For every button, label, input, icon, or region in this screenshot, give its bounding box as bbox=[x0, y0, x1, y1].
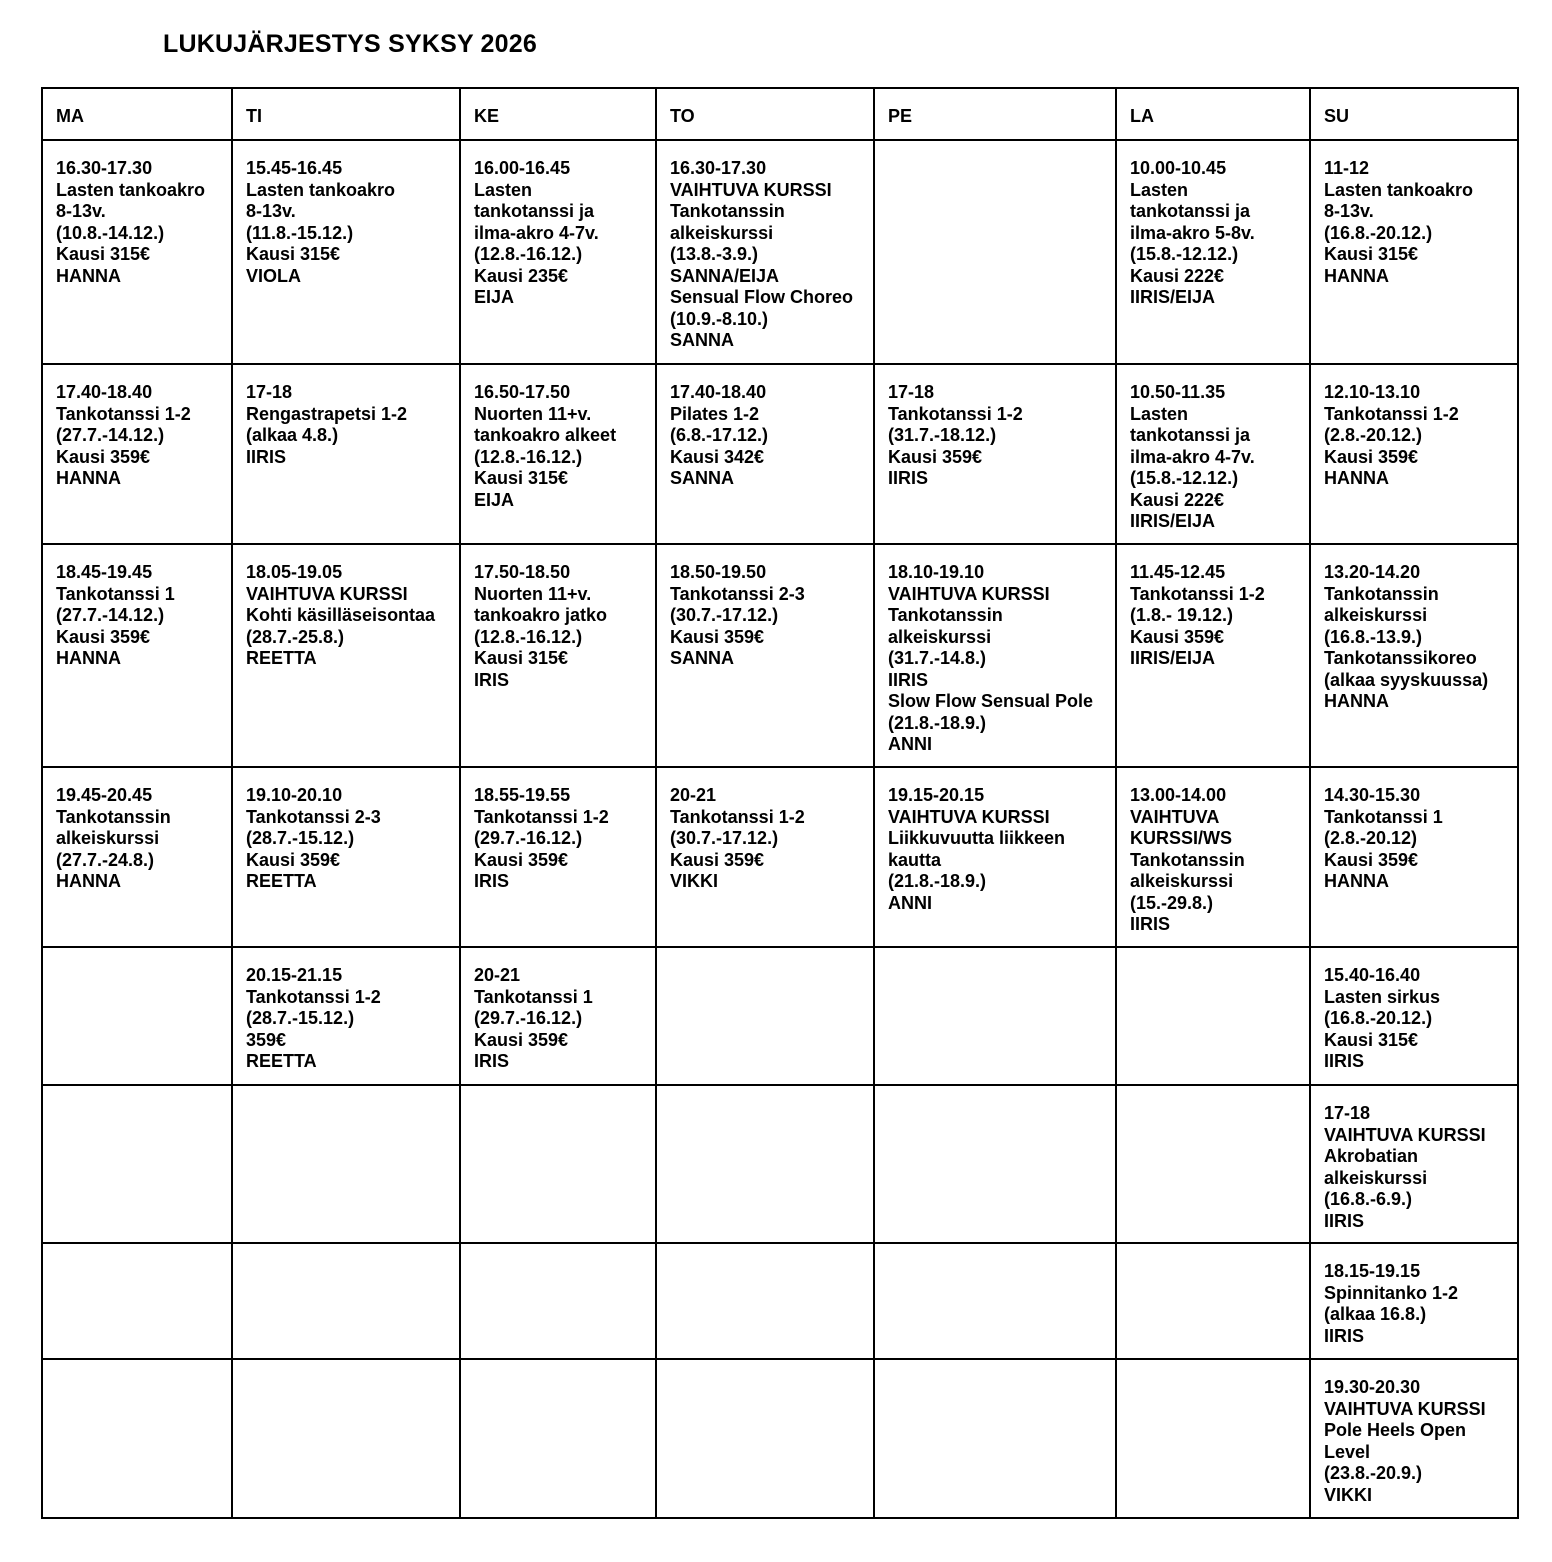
class-cell bbox=[460, 947, 656, 1085]
class-detail: Tankotanssi 1 bbox=[56, 583, 175, 604]
class-detail: (2.8.-20.12.) bbox=[1324, 425, 1423, 445]
class-detail: HANNA bbox=[56, 265, 121, 286]
empty-cell bbox=[42, 1359, 232, 1518]
class-time: 20-21 bbox=[474, 965, 521, 985]
class-detail: Tankotanssin bbox=[888, 605, 1003, 625]
empty-cell bbox=[232, 1243, 460, 1359]
class-detail: Kausi 315€ bbox=[246, 244, 341, 264]
class-detail: (28.7.-25.8.) bbox=[246, 626, 345, 647]
class-time: 17-18 bbox=[246, 382, 293, 402]
empty-cell bbox=[1116, 947, 1310, 1085]
class-detail: Kausi 359€ bbox=[474, 849, 569, 870]
class-time: 15.40-16.40 bbox=[1324, 965, 1421, 985]
class-detail: (15.-29.8.) bbox=[1130, 892, 1214, 913]
class-detail: VAIHTUVA KURSSI bbox=[888, 806, 1050, 827]
schedule-row bbox=[42, 1085, 1518, 1243]
class-detail: Kausi 222€ bbox=[1130, 265, 1225, 286]
class-detail: (10.8.-14.12.) bbox=[56, 222, 165, 243]
class-detail: tankoakro jatko bbox=[474, 605, 608, 625]
class-detail: Nuorten 11+v. bbox=[474, 583, 592, 604]
class-detail: Pilates 1-2 bbox=[670, 403, 760, 424]
empty-cell bbox=[874, 140, 1116, 364]
class-detail: (15.8.-12.12.) bbox=[1130, 244, 1239, 264]
class-detail: (15.8.-12.12.) bbox=[1130, 468, 1239, 488]
class-detail: Tankotanssi 1-2 bbox=[670, 806, 805, 827]
class-detail: (16.8.-20.12.) bbox=[1324, 222, 1433, 243]
class-detail: Lasten bbox=[1130, 179, 1189, 200]
empty-cell bbox=[1116, 1359, 1310, 1518]
class-detail: Tankotanssi 1 bbox=[1324, 806, 1443, 827]
class-detail: (29.7.-16.12.) bbox=[474, 1008, 583, 1028]
class-detail: (28.7.-15.12.) bbox=[246, 1008, 355, 1028]
class-detail: Kausi 359€ bbox=[56, 626, 151, 647]
class-time: 13.00-14.00 bbox=[1130, 785, 1227, 805]
class-time: 19.10-20.10 bbox=[246, 785, 343, 805]
schedule-row bbox=[42, 1243, 1518, 1359]
day-header: KE bbox=[460, 88, 656, 140]
class-detail: Tankotanssi 1-2 bbox=[246, 986, 381, 1007]
class-detail: Kausi 359€ bbox=[1130, 626, 1225, 647]
empty-cell bbox=[656, 1359, 874, 1518]
class-detail: alkeiskurssi bbox=[1130, 871, 1234, 891]
class-cell bbox=[42, 364, 232, 544]
class-detail: ANNI bbox=[888, 734, 932, 754]
class-detail: REETTA bbox=[246, 1051, 317, 1071]
class-detail: Kausi 359€ bbox=[246, 849, 341, 870]
class-detail: Kausi 359€ bbox=[1324, 849, 1419, 870]
class-cell bbox=[232, 364, 460, 544]
class-cell bbox=[42, 767, 232, 947]
class-detail: (31.7.-14.8.) bbox=[888, 648, 987, 668]
class-cell bbox=[874, 767, 1116, 947]
class-detail: IRIS bbox=[474, 1051, 510, 1071]
schedule-body bbox=[42, 140, 1518, 1518]
class-detail: Kohti käsilläseisontaa bbox=[246, 605, 436, 625]
schedule-row bbox=[42, 767, 1518, 947]
class-cell bbox=[232, 544, 460, 767]
day-header: PE bbox=[874, 88, 1116, 140]
class-time: 17.40-18.40 bbox=[56, 382, 153, 402]
schedule-table bbox=[41, 87, 1519, 1519]
class-detail: (13.8.-3.9.) bbox=[670, 244, 759, 264]
class-time: 17-18 bbox=[1324, 1103, 1371, 1123]
class-detail: Tankotanssi 1-2 bbox=[888, 403, 1023, 424]
class-detail: HANNA bbox=[1324, 691, 1389, 711]
class-time: 19.45-20.45 bbox=[56, 785, 153, 805]
class-time: 17.50-18.50 bbox=[474, 562, 571, 582]
class-detail: Kausi 315€ bbox=[56, 244, 151, 264]
class-detail: 8-13v. bbox=[246, 201, 296, 221]
class-time: 10.50-11.35 bbox=[1130, 382, 1226, 402]
class-detail: Kausi 359€ bbox=[1324, 446, 1419, 467]
class-cell bbox=[1310, 544, 1518, 767]
day-header: LA bbox=[1116, 88, 1310, 140]
class-detail: SANNA bbox=[670, 330, 735, 350]
class-detail: (2.8.-20.12) bbox=[1324, 828, 1418, 848]
class-detail: (30.7.-17.12.) bbox=[670, 605, 779, 625]
class-cell bbox=[460, 767, 656, 947]
class-detail: (11.8.-15.12.) bbox=[246, 222, 354, 243]
class-time: 18.55-19.55 bbox=[474, 785, 571, 805]
header-row bbox=[42, 88, 1518, 140]
class-detail: (28.7.-15.12.) bbox=[246, 828, 355, 848]
class-cell bbox=[874, 544, 1116, 767]
class-detail: Tankotanssin bbox=[1130, 849, 1245, 870]
class-detail: Lasten bbox=[1130, 403, 1189, 424]
class-cell bbox=[656, 767, 874, 947]
class-detail: IIRIS/EIJA bbox=[1130, 287, 1216, 307]
schedule-row bbox=[42, 947, 1518, 1085]
class-detail: VAIHTUVA KURSSI bbox=[1324, 1398, 1486, 1419]
class-detail: REETTA bbox=[246, 648, 317, 668]
class-cell bbox=[232, 767, 460, 947]
class-cell bbox=[656, 140, 874, 364]
class-detail: EIJA bbox=[474, 287, 515, 307]
class-cell bbox=[1116, 140, 1310, 364]
schedule-row bbox=[42, 140, 1518, 364]
class-detail: SANNA bbox=[670, 468, 735, 488]
class-time: 13.20-14.20 bbox=[1324, 562, 1421, 582]
empty-cell bbox=[656, 1085, 874, 1243]
class-detail: Kausi 315€ bbox=[474, 648, 569, 668]
class-time: 14.30-15.30 bbox=[1324, 785, 1421, 805]
class-detail: Spinnitanko 1-2 bbox=[1324, 1282, 1459, 1303]
class-cell bbox=[1310, 1085, 1518, 1243]
class-detail: (21.8.-18.9.) bbox=[888, 712, 987, 733]
class-time: 20-21 bbox=[670, 785, 717, 805]
class-detail: (12.8.-16.12.) bbox=[474, 446, 583, 467]
class-detail: Kausi 342€ bbox=[670, 446, 765, 467]
class-detail: Kausi 315€ bbox=[1324, 1029, 1419, 1050]
class-detail: alkeiskurssi bbox=[1324, 1167, 1428, 1188]
class-detail: HANNA bbox=[1324, 871, 1389, 891]
class-detail: IIRIS/EIJA bbox=[1130, 648, 1216, 668]
class-detail: tankoakro alkeet bbox=[474, 425, 617, 445]
class-detail: VIKKI bbox=[670, 871, 719, 891]
class-detail: 359€ bbox=[246, 1029, 287, 1050]
class-detail: alkeiskurssi bbox=[56, 828, 160, 848]
class-detail: Lasten sirkus bbox=[1324, 986, 1441, 1007]
class-detail: (alkaa 4.8.) bbox=[246, 425, 339, 445]
class-detail: VAIHTUVA KURSSI bbox=[1324, 1124, 1486, 1145]
class-detail: IIRIS/EIJA bbox=[1130, 511, 1216, 531]
class-detail: (12.8.-16.12.) bbox=[474, 626, 583, 647]
class-detail: Kausi 315€ bbox=[1324, 244, 1419, 264]
class-detail: Akrobatian bbox=[1324, 1146, 1419, 1166]
class-detail: tankotanssi ja bbox=[1130, 201, 1251, 221]
class-detail: Nuorten 11+v. bbox=[474, 403, 592, 424]
class-detail: Kausi 359€ bbox=[888, 446, 983, 467]
class-detail: tankotanssi ja bbox=[474, 201, 595, 221]
class-cell bbox=[460, 544, 656, 767]
class-cell bbox=[874, 364, 1116, 544]
class-detail: (12.8.-16.12.) bbox=[474, 244, 583, 264]
class-detail: (16.8.-13.9.) bbox=[1324, 626, 1423, 647]
class-time: 15.45-16.45 bbox=[246, 158, 343, 178]
class-detail: IRIS bbox=[474, 871, 510, 891]
class-detail: (27.7.-24.8.) bbox=[56, 849, 155, 870]
class-cell bbox=[1310, 364, 1518, 544]
class-detail: ilma-akro 5-8v. bbox=[1130, 222, 1255, 243]
class-time: 18.15-19.15 bbox=[1324, 1261, 1421, 1281]
class-cell bbox=[232, 947, 460, 1085]
class-detail: Tankotanssi 2-3 bbox=[246, 806, 381, 827]
class-detail: (1.8.- 19.12.) bbox=[1130, 605, 1234, 625]
empty-cell bbox=[874, 947, 1116, 1085]
class-detail: (31.7.-18.12.) bbox=[888, 425, 997, 445]
class-time: 10.00-10.45 bbox=[1130, 158, 1227, 178]
class-detail: alkeiskurssi bbox=[1324, 605, 1428, 625]
class-cell bbox=[656, 544, 874, 767]
class-detail: IIRIS bbox=[1130, 914, 1171, 934]
class-detail: Tankotanssi 1 bbox=[474, 986, 593, 1007]
class-time: 19.15-20.15 bbox=[888, 785, 985, 805]
class-detail: Tankotanssi 1-2 bbox=[1130, 583, 1265, 604]
class-detail: Lasten tankoakro bbox=[246, 179, 396, 200]
class-cell bbox=[1310, 1243, 1518, 1359]
class-time: 16.30-17.30 bbox=[670, 158, 767, 178]
class-detail: Slow Flow Sensual Pole bbox=[888, 691, 1094, 711]
class-cell bbox=[460, 364, 656, 544]
class-detail: VIOLA bbox=[246, 265, 302, 286]
class-detail: Tankotanssin bbox=[1324, 583, 1439, 604]
day-header: TI bbox=[232, 88, 460, 140]
class-detail: (16.8.-6.9.) bbox=[1324, 1189, 1413, 1209]
class-time: 11-12 bbox=[1324, 158, 1370, 178]
class-detail: IIRIS bbox=[888, 669, 929, 690]
class-cell bbox=[1310, 767, 1518, 947]
schedule-row bbox=[42, 364, 1518, 544]
class-cell bbox=[460, 140, 656, 364]
class-detail: (alkaa 16.8.) bbox=[1324, 1304, 1427, 1324]
class-detail: IIRIS bbox=[1324, 1210, 1365, 1231]
class-detail: ANNI bbox=[888, 892, 932, 913]
class-cell bbox=[1116, 767, 1310, 947]
class-time: 18.50-19.50 bbox=[670, 562, 767, 582]
class-detail: EIJA bbox=[474, 489, 515, 510]
class-detail: Tankotanssin bbox=[670, 201, 785, 221]
class-detail: alkeiskurssi bbox=[888, 626, 992, 647]
class-detail: REETTA bbox=[246, 871, 317, 891]
class-detail: HANNA bbox=[56, 871, 121, 891]
class-detail: 8-13v. bbox=[56, 201, 106, 221]
class-time: 17.40-18.40 bbox=[670, 382, 767, 402]
class-cell bbox=[1116, 364, 1310, 544]
empty-cell bbox=[460, 1359, 656, 1518]
day-header: MA bbox=[42, 88, 232, 140]
empty-cell bbox=[42, 947, 232, 1085]
class-cell bbox=[656, 364, 874, 544]
class-detail: VAIHTUVA KURSSI bbox=[670, 179, 832, 200]
class-detail: (23.8.-20.9.) bbox=[1324, 1463, 1423, 1483]
class-detail: IIRIS bbox=[888, 468, 929, 488]
class-time: 18.05-19.05 bbox=[246, 562, 343, 582]
class-detail: Lasten tankoakro bbox=[56, 179, 206, 200]
class-detail: IIRIS bbox=[1324, 1051, 1365, 1071]
class-detail: (27.7.-14.12.) bbox=[56, 605, 165, 625]
class-detail: VAIHTUVA KURSSI bbox=[246, 583, 408, 604]
class-detail: (alkaa syyskuussa) bbox=[1324, 669, 1489, 690]
class-time: 16.00-16.45 bbox=[474, 158, 571, 178]
class-detail: HANNA bbox=[56, 648, 121, 668]
class-time: 16.30-17.30 bbox=[56, 158, 153, 178]
empty-cell bbox=[1116, 1243, 1310, 1359]
class-detail: Rengastrapetsi 1-2 bbox=[246, 403, 408, 424]
class-detail: Kausi 359€ bbox=[474, 1029, 569, 1050]
class-detail: HANNA bbox=[1324, 265, 1389, 286]
class-time: 20.15-21.15 bbox=[246, 965, 343, 985]
class-cell bbox=[1310, 947, 1518, 1085]
class-detail: IIRIS bbox=[1324, 1325, 1365, 1346]
day-header: TO bbox=[656, 88, 874, 140]
class-detail: KURSSI/WS bbox=[1130, 828, 1233, 848]
class-detail: Liikkuvuutta liikkeen bbox=[888, 828, 1066, 848]
page-title: LUKUJÄRJESTYS SYKSY 2026 bbox=[163, 30, 537, 58]
class-time: 16.50-17.50 bbox=[474, 382, 571, 402]
class-time: 18.10-19.10 bbox=[888, 562, 985, 582]
empty-cell bbox=[232, 1359, 460, 1518]
class-detail: Tankotanssi 1-2 bbox=[56, 403, 191, 424]
class-detail: Tankotanssin bbox=[56, 806, 171, 827]
class-cell bbox=[1116, 544, 1310, 767]
empty-cell bbox=[460, 1085, 656, 1243]
class-detail: SANNA/EIJA bbox=[670, 265, 780, 286]
class-detail: ilma-akro 4-7v. bbox=[474, 222, 599, 243]
class-detail: Level bbox=[1324, 1441, 1371, 1462]
class-detail: alkeiskurssi bbox=[670, 222, 774, 243]
empty-cell bbox=[656, 947, 874, 1085]
class-detail: ilma-akro 4-7v. bbox=[1130, 446, 1255, 467]
day-header: SU bbox=[1310, 88, 1518, 140]
class-detail: Kausi 222€ bbox=[1130, 489, 1225, 510]
empty-cell bbox=[874, 1085, 1116, 1243]
class-detail: Tankotanssi 1-2 bbox=[1324, 403, 1459, 424]
class-detail: SANNA bbox=[670, 648, 735, 668]
class-detail: VIKKI bbox=[1324, 1484, 1373, 1505]
class-detail: Kausi 235€ bbox=[474, 265, 569, 286]
class-time: 17-18 bbox=[888, 382, 935, 402]
empty-cell bbox=[42, 1243, 232, 1359]
class-detail: Lasten bbox=[474, 179, 533, 200]
empty-cell bbox=[1116, 1085, 1310, 1243]
class-detail: HANNA bbox=[56, 468, 121, 488]
class-detail: Lasten tankoakro bbox=[1324, 179, 1474, 200]
class-detail: Tankotanssi 2-3 bbox=[670, 583, 805, 604]
class-cell bbox=[1310, 140, 1518, 364]
class-detail: (30.7.-17.12.) bbox=[670, 828, 779, 848]
empty-cell bbox=[874, 1359, 1116, 1518]
class-detail: Sensual Flow Choreo bbox=[670, 287, 854, 307]
class-detail: Tankotanssikoreo bbox=[1324, 648, 1477, 668]
empty-cell bbox=[874, 1243, 1116, 1359]
class-detail: (6.8.-17.12.) bbox=[670, 425, 769, 445]
class-detail: 8-13v. bbox=[1324, 201, 1374, 221]
class-detail: (10.9.-8.10.) bbox=[670, 308, 769, 329]
class-cell bbox=[42, 544, 232, 767]
class-detail: (27.7.-14.12.) bbox=[56, 425, 165, 445]
empty-cell bbox=[42, 1085, 232, 1243]
class-time: 12.10-13.10 bbox=[1324, 382, 1421, 402]
class-detail: Kausi 359€ bbox=[56, 446, 151, 467]
class-detail: Kausi 315€ bbox=[474, 468, 569, 488]
empty-cell bbox=[460, 1243, 656, 1359]
class-time: 19.30-20.30 bbox=[1324, 1377, 1421, 1397]
empty-cell bbox=[232, 1085, 460, 1243]
class-cell bbox=[42, 140, 232, 364]
class-time: 11.45-12.45 bbox=[1130, 562, 1226, 582]
class-cell bbox=[232, 140, 460, 364]
class-detail: Kausi 359€ bbox=[670, 626, 765, 647]
schedule-row bbox=[42, 1359, 1518, 1518]
class-detail: (21.8.-18.9.) bbox=[888, 871, 987, 891]
class-detail: Pole Heels Open bbox=[1324, 1420, 1467, 1440]
schedule-row bbox=[42, 544, 1518, 767]
class-detail: Tankotanssi 1-2 bbox=[474, 806, 609, 827]
class-cell bbox=[1310, 1359, 1518, 1518]
class-detail: VAIHTUVA bbox=[1130, 806, 1220, 827]
empty-cell bbox=[656, 1243, 874, 1359]
class-detail: IIRIS bbox=[246, 446, 287, 467]
class-detail: IRIS bbox=[474, 669, 510, 690]
class-detail: kautta bbox=[888, 849, 942, 870]
class-detail: (29.7.-16.12.) bbox=[474, 828, 583, 848]
class-detail: VAIHTUVA KURSSI bbox=[888, 583, 1050, 604]
class-detail: Kausi 359€ bbox=[670, 849, 765, 870]
class-time: 18.45-19.45 bbox=[56, 562, 153, 582]
class-detail: HANNA bbox=[1324, 468, 1389, 488]
class-detail: tankotanssi ja bbox=[1130, 425, 1251, 445]
class-detail: (16.8.-20.12.) bbox=[1324, 1008, 1433, 1028]
